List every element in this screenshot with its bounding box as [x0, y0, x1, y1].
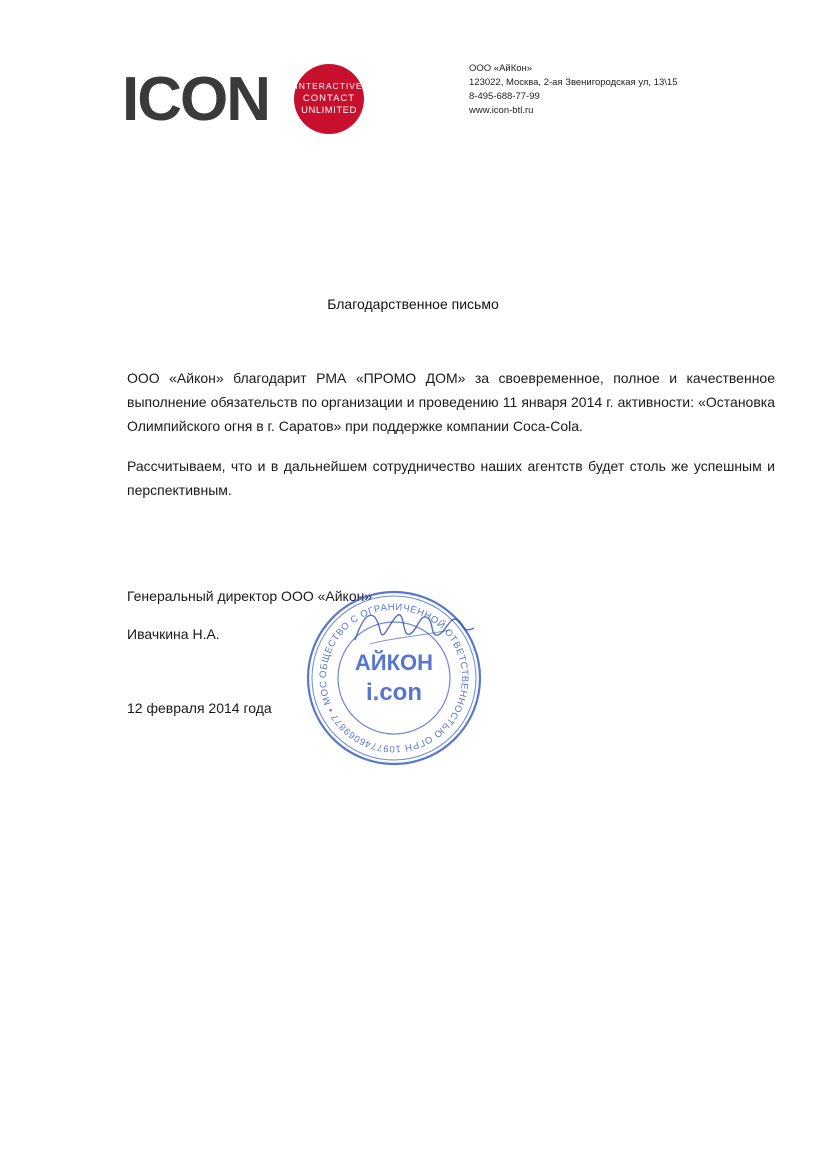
signer-position: Генеральный директор ООО «Айкон»: [127, 588, 373, 604]
letter-paragraph-1: [127, 366, 775, 438]
company-contacts: [469, 62, 677, 118]
company-phone: 8-495-688-77-99: [469, 91, 540, 102]
letter-paragraph-2: [127, 454, 775, 502]
logo-wordmark: ICON: [122, 65, 269, 134]
letter-title: Благодарственное письмо: [327, 296, 499, 312]
paragraph-1-text: ООО «Айкон» благодарит РМА «ПРОМО ДОМ» за своевременное, полное и качественное выполнение обязательств по организации и проведению 11 января 2014 г. активности: «Остановка Олимпийского огня в г. Саратов» при поддержке компании Coca-Cola.: [127, 370, 775, 434]
company-name: ООО «АйКон»: [469, 63, 533, 74]
paragraph-2-text: Рассчитываем, что и в дальнейшем сотрудничество наших агентств будет столь же успешным и перспективным.: [127, 458, 775, 498]
stamp-ring-text: ОБЩЕСТВО С ОГРАНИЧЕННОЙ ОТВЕТСТВЕННОСТЬЮ ОГРН 1097746069877 • МОС: [317, 601, 471, 755]
signer-name: Ивачкина Н.А.: [127, 626, 220, 642]
company-address: 123022, Москва, 2-ая Звенигородская ул, 13\15: [469, 77, 678, 88]
company-logo: [122, 64, 372, 134]
stamp-center-line1: АЙКОН: [354, 650, 434, 675]
logo-line3: UNLIMITED: [301, 105, 357, 116]
company-website: www.icon-btl.ru: [469, 105, 534, 116]
logo-line1: INTERACTIVE: [295, 81, 363, 91]
logo-line2: CONTACT: [302, 93, 356, 104]
stamp-center-line2: i.con: [365, 679, 423, 706]
handwritten-signature: [350, 600, 480, 660]
letter-date: 12 февраля 2014 года: [127, 700, 272, 716]
